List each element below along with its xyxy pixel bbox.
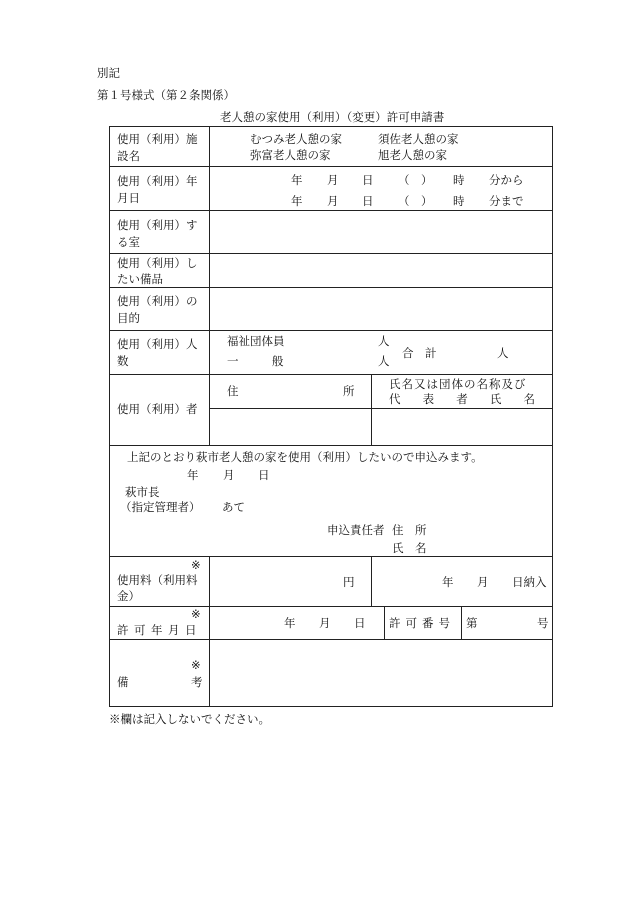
remarks-label-2: 考 bbox=[191, 675, 203, 689]
total-count-unit[interactable]: 人 bbox=[497, 346, 509, 360]
month-unit: 月 bbox=[327, 173, 339, 187]
purpose-label-line2: 目的 bbox=[117, 311, 140, 325]
year-unit: 年 bbox=[291, 173, 303, 187]
mayor-label: 萩市長 bbox=[125, 485, 160, 499]
table-row-divider bbox=[109, 287, 553, 288]
form-title: 老人憩の家使用（利用）（変更）許可申請書 bbox=[220, 110, 445, 124]
minute-until: 分まで bbox=[489, 194, 524, 208]
room-input-area[interactable] bbox=[211, 212, 551, 252]
day-unit: 日 bbox=[362, 194, 374, 208]
table-row-divider bbox=[109, 639, 553, 640]
ate-label: あて bbox=[222, 500, 245, 514]
permit-dai: 第 bbox=[466, 616, 478, 630]
people-label-line1: 使用（利用）人 bbox=[117, 337, 198, 351]
user-address-input[interactable] bbox=[211, 410, 369, 444]
room-label-line1: 使用（利用）す bbox=[117, 218, 198, 232]
fee-paid-label: 日納入 bbox=[512, 575, 547, 589]
day-unit: 日 bbox=[362, 173, 374, 187]
facility-label-line2: 設名 bbox=[117, 149, 140, 163]
month-unit: 月 bbox=[327, 194, 339, 208]
remarks-label-1: 備 bbox=[117, 675, 129, 689]
equipment-label-line2: たい備品 bbox=[117, 272, 163, 286]
people-label-line2: 数 bbox=[117, 354, 129, 368]
footnote: ※欄は記入しないでください。 bbox=[109, 712, 270, 726]
permit-number-label: 許可番号 bbox=[389, 616, 455, 630]
table-border-right bbox=[552, 126, 553, 707]
name-header-char: 者 bbox=[456, 392, 468, 406]
address-header-2: 所 bbox=[343, 384, 355, 398]
remarks-input-area[interactable] bbox=[211, 641, 551, 705]
table-border-top bbox=[109, 126, 553, 127]
declaration-text: 上記のとおり萩市老人憩の家を使用（利用）したいので申込みます。 bbox=[127, 450, 483, 464]
table-col-divider bbox=[209, 126, 210, 445]
hour-unit: 時 bbox=[453, 173, 465, 187]
weekday-paren: （ ） bbox=[398, 173, 433, 187]
table-row-divider bbox=[109, 556, 553, 557]
table-row-divider bbox=[109, 374, 553, 375]
name-header-char: 代 bbox=[389, 392, 401, 406]
table-row-divider bbox=[109, 166, 553, 167]
form-number: 第１号様式（第２条関係） bbox=[97, 88, 235, 102]
general-label-2: 般 bbox=[272, 354, 284, 368]
applicant-name[interactable]: 氏 名 bbox=[392, 541, 427, 555]
name-header-char: 氏 bbox=[489, 392, 502, 406]
fee-label-line1: 使用料（利用料 bbox=[117, 573, 198, 587]
betsuki-label: 別記 bbox=[97, 66, 120, 80]
general-label-1: 一 bbox=[227, 354, 239, 368]
manager-label: （指定管理者） bbox=[120, 500, 201, 514]
permit-go: 号 bbox=[537, 616, 549, 630]
fee-year-unit: 年 bbox=[442, 575, 454, 589]
table-col-divider bbox=[371, 556, 372, 606]
permit-date-label: 許可年月日 bbox=[117, 623, 202, 637]
applicant-address[interactable]: 住 所 bbox=[392, 523, 427, 537]
table-col-divider bbox=[371, 374, 372, 445]
name-header-line2 bbox=[389, 391, 535, 407]
table-border-left bbox=[109, 126, 110, 707]
permit-day-unit: 日 bbox=[354, 616, 366, 630]
declaration-month[interactable]: 月 bbox=[223, 468, 235, 482]
table-col-divider bbox=[209, 556, 210, 706]
fee-month-unit: 月 bbox=[477, 575, 489, 589]
permit-month-unit: 月 bbox=[319, 616, 331, 630]
facility-option-mutsumi[interactable]: むつみ老人憩の家 bbox=[250, 132, 342, 146]
fee-yen-unit: 円 bbox=[343, 575, 355, 589]
equipment-input-area[interactable] bbox=[211, 255, 551, 286]
weekday-paren: （ ） bbox=[398, 194, 433, 208]
date-label-line2: 月日 bbox=[117, 191, 140, 205]
table-col-divider bbox=[461, 606, 462, 639]
address-header-1: 住 bbox=[227, 384, 239, 398]
facility-option-susa[interactable]: 須佐老人憩の家 bbox=[378, 132, 459, 146]
purpose-input-area[interactable] bbox=[211, 289, 551, 329]
declaration-day[interactable]: 日 bbox=[258, 468, 270, 482]
facility-option-yatomi[interactable]: 弥富老人憩の家 bbox=[250, 148, 331, 162]
equipment-label-line1: 使用（利用）し bbox=[117, 256, 198, 270]
fee-label-line2: 金） bbox=[117, 589, 140, 603]
user-name-input[interactable] bbox=[373, 410, 551, 444]
table-border-bottom bbox=[109, 706, 553, 707]
table-col-divider bbox=[384, 606, 385, 639]
room-label-line2: る室 bbox=[117, 235, 140, 249]
hour-unit: 時 bbox=[453, 194, 465, 208]
table-row-divider bbox=[109, 445, 553, 446]
remarks-office-mark: ※ bbox=[191, 658, 201, 672]
general-count-unit[interactable]: 人 bbox=[378, 354, 390, 368]
name-header-line1: 氏名又は団体の名称及び bbox=[389, 377, 527, 391]
name-header-char: 表 bbox=[422, 392, 435, 406]
permit-year-unit: 年 bbox=[284, 616, 296, 630]
permit-office-mark: ※ bbox=[191, 607, 201, 621]
facility-label-line1: 使用（利用）施 bbox=[117, 132, 198, 146]
fee-office-mark: ※ bbox=[191, 558, 201, 572]
table-row-divider bbox=[109, 210, 553, 211]
name-header-char: 名 bbox=[523, 392, 535, 406]
minute-from: 分から bbox=[489, 173, 524, 187]
table-row-divider bbox=[109, 330, 553, 331]
welfare-count-unit[interactable]: 人 bbox=[378, 334, 390, 348]
welfare-members-label: 福祉団体員 bbox=[227, 334, 285, 348]
table-row-divider bbox=[209, 408, 553, 409]
total-label: 合 計 bbox=[402, 346, 437, 360]
applicant-label: 申込責任者 bbox=[327, 523, 385, 537]
declaration-year[interactable]: 年 bbox=[187, 468, 199, 482]
table-row-divider bbox=[109, 606, 553, 607]
year-unit: 年 bbox=[291, 194, 303, 208]
facility-option-asahi[interactable]: 旭老人憩の家 bbox=[378, 148, 447, 162]
purpose-label-line1: 使用（利用）の bbox=[117, 294, 198, 308]
user-label: 使用（利用）者 bbox=[117, 402, 198, 416]
date-label-line1: 使用（利用）年 bbox=[117, 174, 198, 188]
